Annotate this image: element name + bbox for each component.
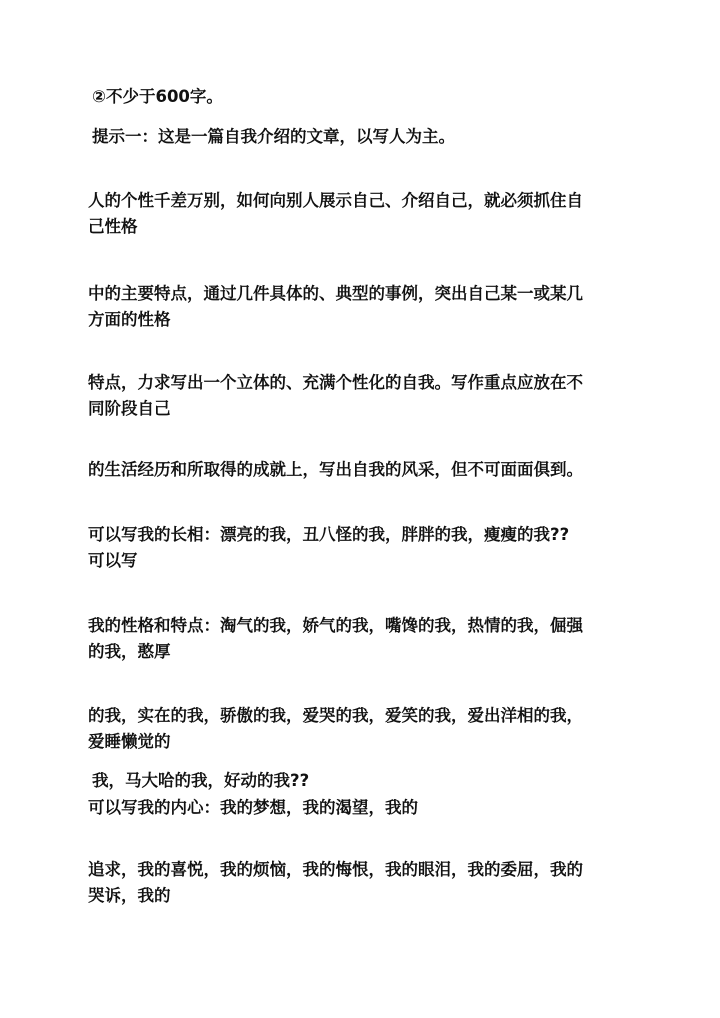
hint-one-line: 提示一：这是一篇自我介绍的文章，以写人为主。 (92, 127, 455, 146)
requirement-line: ②不少于600字。 (92, 87, 223, 106)
paragraph-line: 可以写 (88, 551, 138, 570)
paragraph-line: 可以写我的长相：漂亮的我，丑八怪的我，胖胖的我，瘦瘦的我?? (88, 525, 570, 544)
paragraph-line: 我，马大哈的我，好动的我?? (92, 771, 310, 790)
paragraph-line: 同阶段自己 (88, 399, 171, 418)
paragraph-line: 的生活经历和所取得的成就上，写出自我的风采，但不可面面俱到。 (88, 460, 583, 479)
paragraph-line: 己性格 (88, 217, 138, 236)
paragraph-line: 中的主要特点，通过几件具体的、典型的事例，突出自己某一或某几 (88, 284, 583, 303)
paragraph-line: 人的个性千差万别，如何向别人展示自己、介绍自己，就必须抓住自 (88, 191, 583, 210)
paragraph-line: 特点，力求写出一个立体的、充满个性化的自我。写作重点应放在不 (88, 373, 583, 392)
paragraph-line: 可以写我的内心：我的梦想，我的渴望，我的 (88, 798, 418, 817)
paragraph-line: 哭诉，我的 (88, 886, 171, 905)
paragraph-line: 爱睡懒觉的 (88, 732, 171, 751)
paragraph-line: 的我，憨厚 (88, 642, 171, 661)
paragraph-line: 我的性格和特点：淘气的我，娇气的我，嘴馋的我，热情的我，倔强 (88, 616, 583, 635)
paragraph-line: 的我，实在的我，骄傲的我，爱哭的我，爱笑的我，爱出洋相的我， (88, 706, 583, 725)
paragraph-line: 追求，我的喜悦，我的烦恼，我的悔恨，我的眼泪，我的委屈，我的 (88, 860, 583, 879)
paragraph-line: 方面的性格 (88, 310, 171, 329)
